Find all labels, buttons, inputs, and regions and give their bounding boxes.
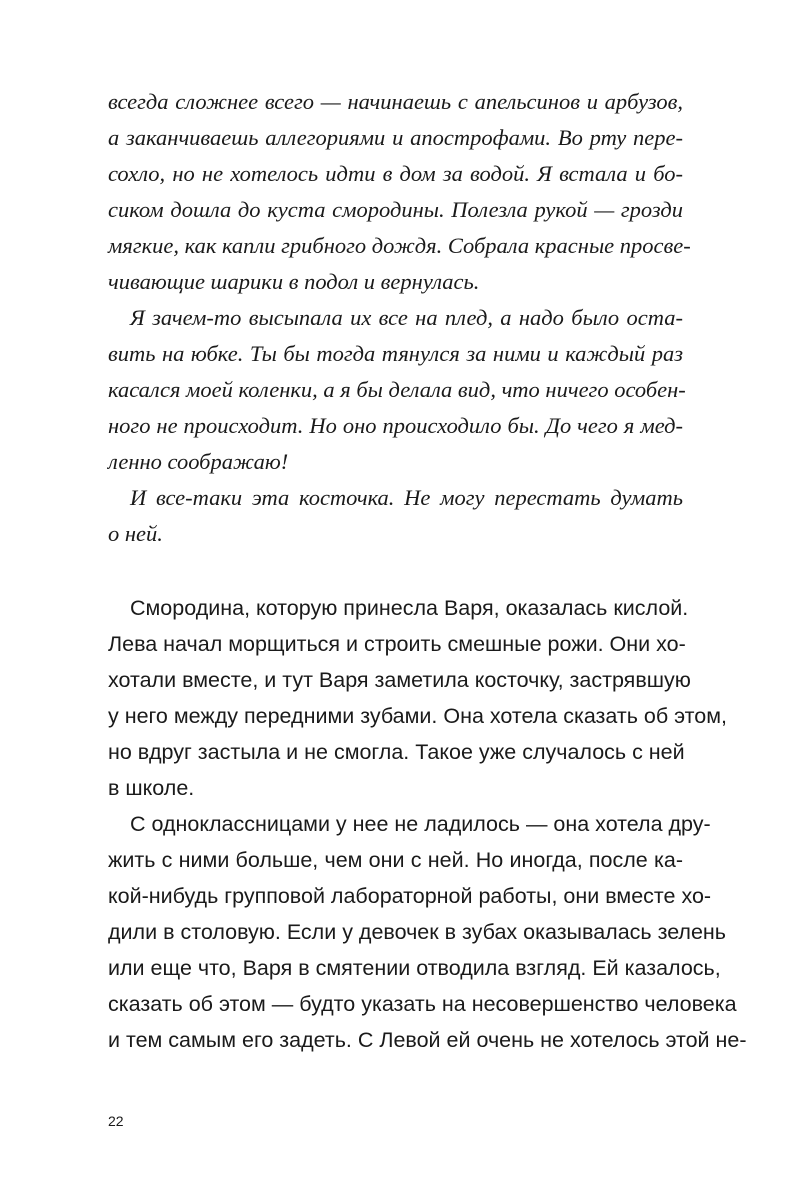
narrative-line: С одноклассницами у нее не ладилось — она хотела дру- (130, 812, 711, 836)
italic-line: вить на юбке. Ты бы тогда тянулся за ними и каждый раз (108, 341, 683, 366)
italic-line: мягкие, как капли грибного дождя. Собрала красные просве- (108, 233, 691, 258)
italic-line: сиком дошла до куста смородины. Полезла рукой — грозди (108, 197, 683, 222)
narrative-line: сказать об этом — будто указать на несовершенство человека (108, 992, 737, 1016)
italic-line: сохло, но не хотелось идти в дом за водой. Я встала и бо- (108, 161, 683, 186)
book-page (108, 0, 747, 1190)
narrative-line: в школе. (108, 776, 195, 800)
italic-line: касался моей коленки, а я бы делала вид, что ничего особен- (108, 377, 686, 402)
italic-line: Я зачем-то высыпала их все на плед, а надо было оста- (130, 305, 683, 330)
narrative-line: или еще что, Варя в смятении отводила взгляд. Ей казалось, (108, 956, 721, 980)
italic-line: ленно соображаю! (108, 449, 289, 474)
italic-line: чивающие шарики в подол и вернулась. (108, 269, 480, 294)
italic-line: И все-таки эта косточка. Не могу перестать думать (130, 485, 683, 510)
narrative-line: жить с ними больше, чем они с ней. Но иногда, после ка- (108, 848, 683, 872)
italic-line: а заканчиваешь аллегориями и апострофами. Во рту пере- (108, 125, 683, 150)
narrative-line: дили в столовую. Если у девочек в зубах оказывалась зелень (108, 920, 727, 944)
italic-line: о ней. (108, 521, 163, 546)
narrative-line: хотали вместе, и тут Варя заметила косточку, застрявшую (108, 668, 691, 692)
narrative-line: и тем самым его задеть. С Левой ей очень не хотелось этой не- (108, 1028, 747, 1052)
narrative-line: у него между передними зубами. Она хотела сказать об этом, (108, 704, 727, 728)
narrative-line: но вдруг застыла и не смогла. Такое уже случалось с ней (108, 740, 685, 764)
italic-line: ного не происходит. Но оно происходило бы. До чего я мед- (108, 413, 683, 438)
italic-line: всегда сложнее всего — начинаешь с апельсинов и арбузов, (108, 89, 683, 114)
narrative-line: кой-нибудь групповой лабораторной работы, они вместе хо- (108, 884, 712, 908)
narrative-line: Смородина, которую принесла Варя, оказалась кислой. (130, 596, 689, 620)
page-number: 22 (108, 1113, 124, 1129)
narrative-line: Лева начал морщиться и строить смешные рожи. Они хо- (108, 632, 686, 656)
